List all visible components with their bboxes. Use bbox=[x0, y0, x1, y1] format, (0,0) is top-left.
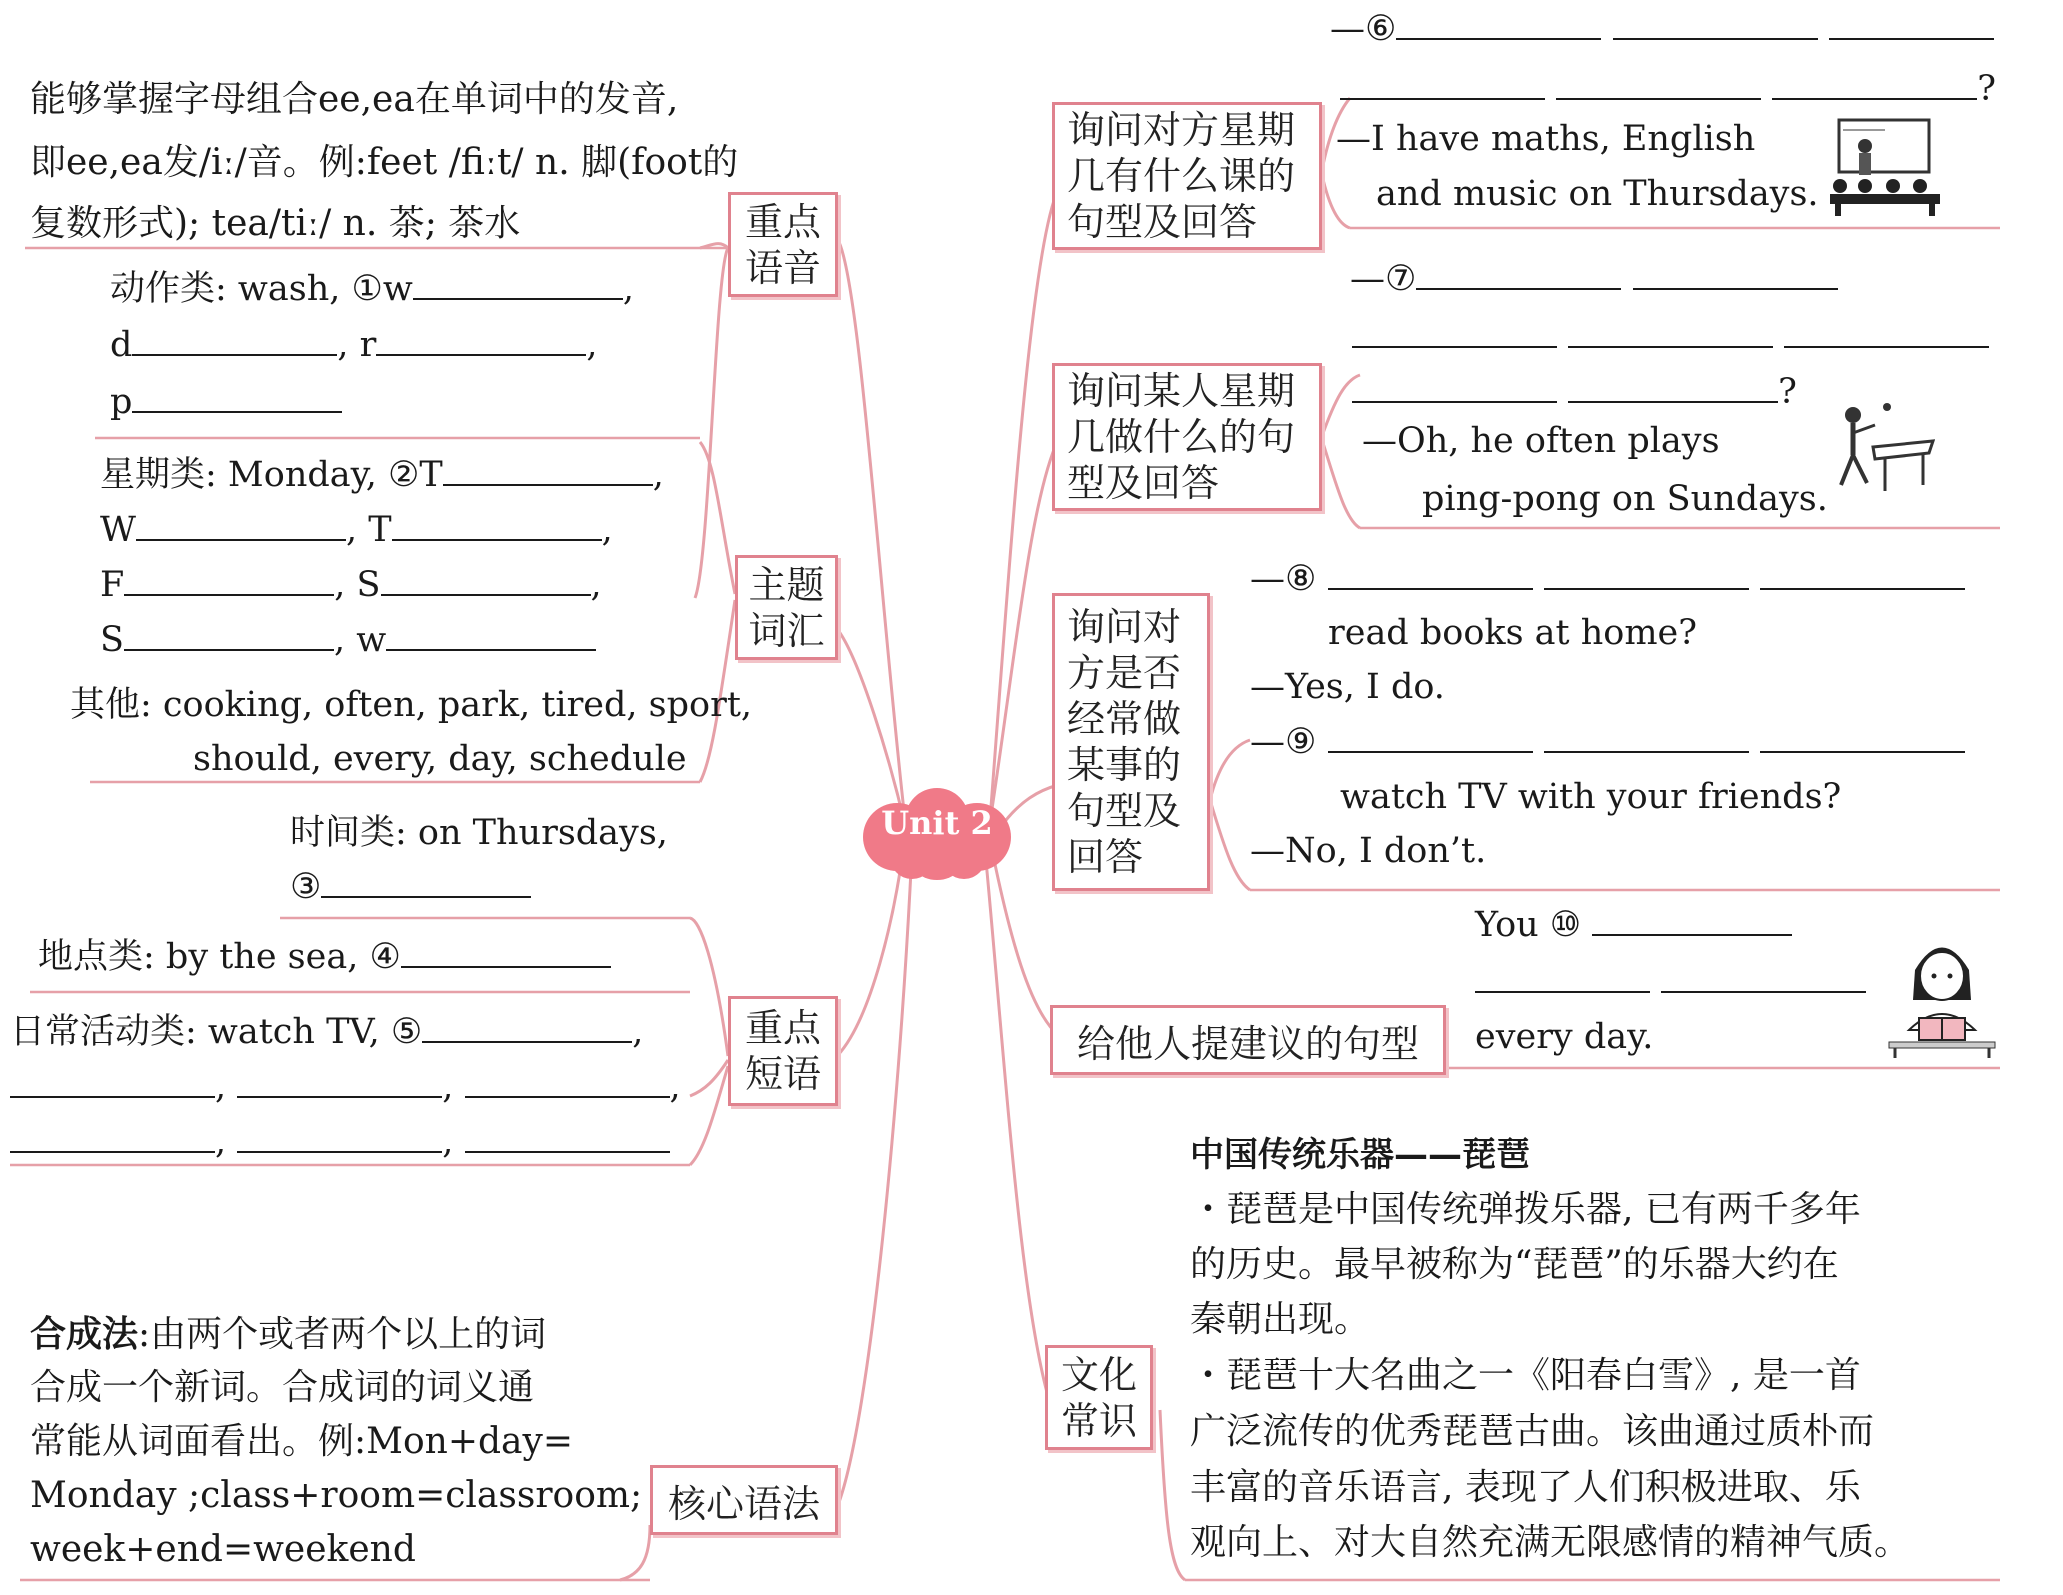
vocab-week-line-4 bbox=[100, 613, 596, 668]
node-q-day-classes: 询问对方星期几有什么课的句型及回答 bbox=[1052, 102, 1322, 250]
blank-8a[interactable] bbox=[1328, 554, 1533, 590]
grammar-line-4: Monday ;class+room=classroom; bbox=[30, 1475, 643, 1516]
pronunciation-line-1: 能够掌握字母组合ee,ea在单词中的发音, bbox=[30, 79, 679, 120]
grammar-line-5: week+end=weekend bbox=[30, 1529, 416, 1570]
pronunciation-line-3: 复数形式); tea/tiː/ n. 茶; 茶水 bbox=[30, 203, 521, 244]
blank-week-f[interactable] bbox=[124, 560, 334, 596]
blank-week-s1[interactable] bbox=[381, 560, 591, 596]
blank-action-d[interactable] bbox=[132, 320, 337, 356]
girl-reading-icon bbox=[1885, 930, 2000, 1060]
blank-7b[interactable] bbox=[1633, 254, 1838, 290]
grammar-line-1 bbox=[30, 1306, 546, 1363]
central-topic-label: Unit 2 bbox=[881, 804, 993, 842]
blank-daily-b[interactable] bbox=[237, 1062, 442, 1098]
phrase-daily-line-2: , , , bbox=[10, 1060, 681, 1115]
q3-no: —No, I don’t. bbox=[1250, 831, 1487, 871]
q1-answer-1: —I have maths, English bbox=[1336, 119, 1756, 159]
q3-line-9b: watch TV with your friends? bbox=[1340, 777, 1842, 817]
q3-prefix-8: —⑧ bbox=[1250, 559, 1317, 599]
node-grammar: 核心语法 bbox=[650, 1465, 838, 1535]
vocab-action-p: p bbox=[110, 382, 133, 422]
blank-8b[interactable] bbox=[1544, 554, 1749, 590]
vocab-week-line-2: W , T , bbox=[100, 503, 613, 558]
phrase-time-line-2 bbox=[290, 860, 531, 915]
blank-10b[interactable] bbox=[1475, 957, 1650, 993]
q3-line-8 bbox=[1250, 552, 1965, 607]
vocab-week-f: F bbox=[100, 565, 125, 605]
node-advice: 给他人提建议的句型 bbox=[1050, 1005, 1446, 1075]
blank-10c[interactable] bbox=[1661, 957, 1866, 993]
blank-daily-d[interactable] bbox=[10, 1117, 215, 1153]
phrase-time-num: ③ bbox=[290, 867, 322, 907]
blank-6f[interactable] bbox=[1772, 64, 1977, 100]
node-culture: 文化常识 bbox=[1045, 1345, 1153, 1450]
blank-6e[interactable] bbox=[1556, 64, 1761, 100]
blank-5[interactable] bbox=[422, 1007, 632, 1043]
q1-answer-2: and music on Thursdays. bbox=[1376, 174, 1819, 214]
vocab-week-w: W bbox=[100, 510, 136, 550]
blank-action-r[interactable] bbox=[376, 320, 586, 356]
grammar-line-1-text: :由两个或者两个以上的词 bbox=[138, 1314, 547, 1355]
culture-p1-line-2: 的历史。最早被称为“琵琶”的乐器大约在 bbox=[1190, 1244, 1839, 1285]
blank-week-w[interactable] bbox=[136, 505, 346, 541]
blank-daily-f[interactable] bbox=[465, 1117, 670, 1153]
blank-2[interactable] bbox=[443, 450, 653, 486]
blank-week-w2[interactable] bbox=[386, 615, 596, 651]
vocab-week-s2: S bbox=[100, 620, 124, 660]
q2-line-2 bbox=[1352, 310, 1989, 365]
culture-p1-line-3: 秦朝出现。 bbox=[1190, 1299, 1371, 1340]
blank-7a[interactable] bbox=[1416, 254, 1621, 290]
q1-prefix: —⑥ bbox=[1330, 9, 1397, 49]
culture-p2-line-1: ・琵琶十大名曲之一《阳春白雪》, 是一首 bbox=[1190, 1355, 1861, 1396]
blank-6b[interactable] bbox=[1613, 4, 1818, 40]
blank-daily-a[interactable] bbox=[10, 1062, 215, 1098]
vocab-other-line-2: should, every, day, schedule bbox=[193, 739, 687, 779]
phrase-daily-line-1: 日常活动类: watch TV, ⑤ , bbox=[10, 1005, 643, 1060]
vocab-action-line-1: 动作类: wash, ①w , bbox=[110, 262, 634, 317]
culture-title: 中国传统乐器——琵琶 bbox=[1190, 1135, 1530, 1175]
blank-4[interactable] bbox=[401, 932, 611, 968]
vocab-week-t: , T bbox=[345, 510, 392, 550]
blank-7f[interactable] bbox=[1352, 367, 1557, 403]
node-pronunciation: 重点语音 bbox=[728, 192, 838, 297]
blank-10a[interactable] bbox=[1592, 900, 1792, 936]
blank-action-p[interactable] bbox=[132, 377, 342, 413]
vocab-week-prefix: 星期类: Monday, ②T bbox=[100, 455, 443, 495]
vocab-week-line-3: F , S , bbox=[100, 558, 602, 613]
q2-line-3: ? bbox=[1352, 365, 1797, 420]
node-phrases: 重点短语 bbox=[728, 996, 838, 1106]
q2-answer-1: —Oh, he often plays bbox=[1362, 421, 1720, 461]
blank-daily-e[interactable] bbox=[237, 1117, 442, 1153]
blank-7d[interactable] bbox=[1568, 312, 1773, 348]
node-q-often: 询问对方是否经常做某事的句型及回答 bbox=[1052, 593, 1210, 891]
vocab-week-line-1: 星期类: Monday, ②T , bbox=[100, 448, 664, 503]
phrase-time-line-1: 时间类: on Thursdays, bbox=[290, 813, 668, 853]
q1-line-2: ? bbox=[1340, 62, 1996, 117]
vocab-action-d: d bbox=[110, 325, 133, 365]
advice-line-2 bbox=[1475, 955, 1866, 1010]
node-vocab: 主题词汇 bbox=[735, 555, 838, 660]
phrase-daily-prefix: 日常活动类: watch TV, ⑤ bbox=[10, 1012, 423, 1052]
vocab-action-r: , r bbox=[337, 325, 377, 365]
blank-7e[interactable] bbox=[1784, 312, 1989, 348]
advice-prefix: You ⑩ bbox=[1475, 905, 1582, 945]
grammar-title: 合成法 bbox=[30, 1313, 139, 1355]
culture-p2-line-2: 广泛流传的优秀琵琶古曲。该曲通过质朴而 bbox=[1190, 1411, 1875, 1452]
advice-suffix: every day. bbox=[1475, 1017, 1654, 1057]
phrase-daily-line-3: , , bbox=[10, 1115, 670, 1170]
q3-yes: —Yes, I do. bbox=[1250, 667, 1445, 707]
phrase-place-prefix: 地点类: by the sea, ④ bbox=[38, 937, 401, 977]
vocab-action-prefix: 动作类: wash, ①w bbox=[110, 269, 413, 309]
blank-week-t[interactable] bbox=[392, 505, 602, 541]
blank-8c[interactable] bbox=[1760, 554, 1965, 590]
blank-3[interactable] bbox=[321, 862, 531, 898]
vocab-week-w2: , w bbox=[333, 620, 387, 660]
node-q-day-activity: 询问某人星期几做什么的句型及回答 bbox=[1052, 363, 1322, 511]
vocab-action-line-3 bbox=[110, 375, 342, 430]
vocab-action-line-2: d , r , bbox=[110, 318, 598, 373]
ping-pong-player-icon bbox=[1825, 395, 1935, 495]
grammar-line-3: 常能从词面看出。例:Mon+day= bbox=[30, 1421, 574, 1462]
blank-9b[interactable] bbox=[1544, 717, 1749, 753]
grammar-line-2: 合成一个新词。合成词的词义通 bbox=[30, 1367, 535, 1408]
culture-p2-line-3: 丰富的音乐语言, 表现了人们积极进取、乐 bbox=[1190, 1467, 1861, 1508]
blank-6a[interactable] bbox=[1396, 4, 1601, 40]
q2-prefix: —⑦ bbox=[1350, 259, 1417, 299]
vocab-other-line-1: 其他: cooking, often, park, tired, sport, bbox=[70, 685, 753, 725]
q1-line-1 bbox=[1330, 2, 1994, 57]
blank-7g[interactable] bbox=[1568, 367, 1778, 403]
q3-line-8b: read books at home? bbox=[1328, 613, 1698, 653]
classroom-illustration-icon bbox=[1825, 112, 1945, 217]
blank-7c[interactable] bbox=[1352, 312, 1557, 348]
central-topic-cloud bbox=[852, 782, 1022, 882]
culture-p1-line-1: ・琵琶是中国传统弹拨乐器, 已有两千多年 bbox=[1190, 1189, 1861, 1230]
pronunciation-line-2: 即ee,ea发/iː/音。例:feet /fiːt/ n. 脚(foot的 bbox=[30, 142, 739, 183]
blank-9c[interactable] bbox=[1760, 717, 1965, 753]
q2-line-1 bbox=[1350, 252, 1838, 307]
q3-prefix-9: —⑨ bbox=[1250, 722, 1317, 762]
q3-line-9 bbox=[1250, 715, 1965, 770]
vocab-week-s1: , S bbox=[334, 565, 381, 605]
blank-week-s2[interactable] bbox=[124, 615, 334, 651]
blank-6c[interactable] bbox=[1829, 4, 1994, 40]
phrase-place-line bbox=[38, 930, 611, 985]
culture-p2-line-4: 观向上、对大自然充满无限感情的精神气质。 bbox=[1190, 1522, 1911, 1563]
advice-line-1 bbox=[1475, 898, 1792, 953]
blank-9a[interactable] bbox=[1328, 717, 1533, 753]
blank-6d[interactable] bbox=[1340, 64, 1545, 100]
blank-1[interactable] bbox=[413, 264, 623, 300]
q2-answer-2: ping-pong on Sundays. bbox=[1422, 479, 1828, 519]
blank-daily-c[interactable] bbox=[465, 1062, 670, 1098]
